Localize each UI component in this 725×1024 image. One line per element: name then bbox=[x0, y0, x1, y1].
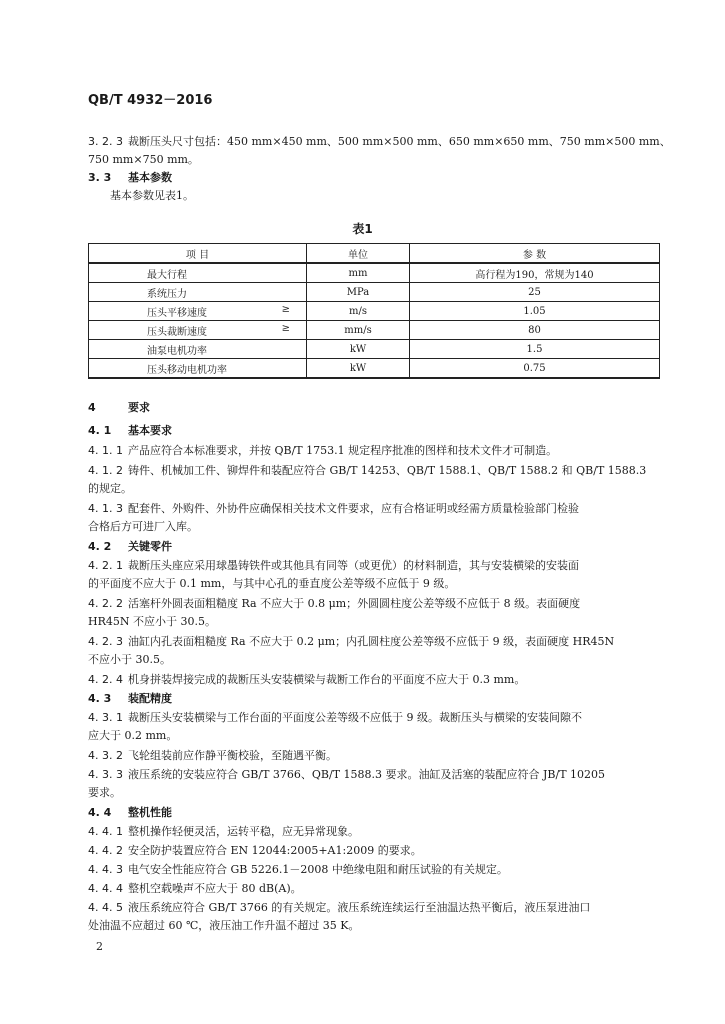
table-row bbox=[89, 263, 660, 283]
table-row bbox=[89, 283, 660, 302]
header-item: 项 目 bbox=[89, 244, 307, 264]
clause-text: 安全防护装置应符合 EN 12044:2005+A1:2009 的要求。 bbox=[128, 844, 422, 857]
clause-4-2-2 bbox=[88, 597, 660, 611]
section-4-heading bbox=[88, 401, 660, 415]
clause-number: 4. 4. 2 bbox=[88, 844, 123, 857]
clause-text: 产品应符合本标准要求，并按 QB/T 1753.1 规定程序批准的图样和技术文件才可制造。 bbox=[128, 444, 558, 457]
clause-3-2-3-continued: 750 mm×750 mm。 bbox=[88, 153, 199, 166]
section-number: 4. 4 bbox=[88, 806, 112, 819]
clause-4-4-3 bbox=[88, 863, 660, 877]
clause-4-4-2 bbox=[88, 844, 660, 858]
row-unit: MPa bbox=[307, 283, 410, 302]
section-4-2-heading bbox=[88, 540, 660, 554]
clause-text: 裁断压头座应采用球墨铸铁件或其他具有同等（或更优）的材料制造，其与安装横梁的安装面 bbox=[128, 559, 579, 572]
clause-text: 油缸内孔表面粗糙度 Ra 不应大于 0.2 μm；内孔圆柱度公差等级不应低于 9 级，表面硬度 HR45N bbox=[128, 635, 615, 648]
clause-text: 电气安全性能应符合 GB 5226.1－2008 中绝缘电阻和耐压试验的有关规定。 bbox=[128, 863, 508, 876]
row-item: 最大行程 bbox=[147, 269, 187, 281]
table-row bbox=[89, 321, 660, 340]
clause-number: 4. 2. 1 bbox=[88, 559, 123, 572]
clause-number: 4. 3. 3 bbox=[88, 768, 123, 781]
clause-3-2-3 bbox=[88, 135, 671, 149]
clause-number: 4. 1. 1 bbox=[88, 444, 123, 457]
clause-4-1-2 bbox=[88, 464, 660, 478]
row-value: 高行程为190，常规为140 bbox=[410, 263, 660, 283]
clause-number: 4. 4. 4 bbox=[88, 882, 123, 895]
clause-4-3-3 bbox=[88, 768, 660, 782]
section-number: 3. 3 bbox=[88, 171, 112, 184]
section-3-3-text: 基本参数见表1。 bbox=[110, 189, 194, 202]
section-4-4-heading bbox=[88, 806, 660, 820]
row-mark: ≥ bbox=[281, 303, 290, 315]
clause-text: 液压系统的安装应符合 GB/T 3766、QB/T 1588.3 要求。油缸及活塞的装配应符合 JB/T 10205 bbox=[128, 768, 606, 781]
row-item: 油泵电机功率 bbox=[147, 345, 207, 357]
row-item: 压头平移速度 bbox=[147, 307, 207, 319]
row-unit: kW bbox=[307, 340, 410, 359]
section-3-3-heading bbox=[88, 171, 660, 185]
clause-text: 配套件、外购件、外协件应确保相关技术文件要求，应有合格证明或经需方质量检验部门检验 bbox=[128, 502, 579, 515]
clause-4-2-1-continued: 的平面度不应大于 0.1 mm，与其中心孔的垂直度公差等级不应低于 9 级。 bbox=[88, 577, 456, 590]
clause-number: 4. 1. 3 bbox=[88, 502, 123, 515]
clause-text: 裁断压头尺寸包括：450 mm×450 mm、500 mm×500 mm、650 mm×650 mm、750 mm×500 mm、 bbox=[128, 135, 671, 148]
clause-text: 整机操作轻便灵活，运转平稳，应无异常现象。 bbox=[128, 825, 359, 838]
clause-4-4-5-continued: 处油温不应超过 60 ℃，液压油工作升温不超过 35 K。 bbox=[88, 919, 360, 932]
row-unit: m/s bbox=[307, 302, 410, 321]
section-number: 4. 3 bbox=[88, 692, 112, 705]
section-title: 整机性能 bbox=[128, 806, 172, 819]
clause-number: 4. 3. 1 bbox=[88, 711, 123, 724]
clause-4-2-2-continued: HR45N 不应小于 30.5。 bbox=[88, 615, 216, 628]
clause-text: 飞轮组装前应作静平衡校验，至随遇平衡。 bbox=[128, 749, 337, 762]
section-number: 4. 1 bbox=[88, 424, 112, 437]
section-title: 关键零件 bbox=[128, 540, 172, 553]
table-header-row bbox=[89, 244, 660, 264]
clause-4-1-3 bbox=[88, 502, 660, 516]
header-unit: 单位 bbox=[307, 244, 410, 264]
table-row bbox=[89, 340, 660, 359]
clause-number: 4. 4. 3 bbox=[88, 863, 123, 876]
clause-4-4-4 bbox=[88, 882, 660, 896]
clause-4-2-4 bbox=[88, 673, 660, 687]
table-title: 表1 bbox=[352, 222, 373, 236]
section-title: 要求 bbox=[128, 401, 150, 414]
clause-text: 铸件、机械加工件、铆焊件和装配应符合 GB/T 14253、QB/T 1588.1、QB/T 1588.2 和 QB/T 1588.3 bbox=[128, 464, 647, 477]
section-number: 4. 2 bbox=[88, 540, 112, 553]
clause-4-3-2 bbox=[88, 749, 660, 763]
section-4-1-heading bbox=[88, 424, 660, 438]
row-value: 0.75 bbox=[410, 359, 660, 379]
parameters-table bbox=[88, 243, 660, 379]
row-mark: ≥ bbox=[281, 322, 290, 334]
page-number: 2 bbox=[96, 940, 103, 953]
table-row bbox=[89, 302, 660, 321]
row-value: 1.5 bbox=[410, 340, 660, 359]
section-title: 基本要求 bbox=[128, 424, 172, 437]
row-value: 80 bbox=[410, 321, 660, 340]
table-row bbox=[89, 359, 660, 379]
clause-4-4-1 bbox=[88, 825, 660, 839]
clause-4-2-3 bbox=[88, 635, 660, 649]
header-value: 参 数 bbox=[410, 244, 660, 264]
clause-4-4-5 bbox=[88, 901, 660, 915]
row-value: 1.05 bbox=[410, 302, 660, 321]
clause-number: 4. 2. 3 bbox=[88, 635, 123, 648]
clause-text: 活塞杆外圆表面粗糙度 Ra 不应大于 0.8 μm；外圆圆柱度公差等级不应低于 8 级。表面硬度 bbox=[128, 597, 581, 610]
clause-4-2-3-continued: 不应小于 30.5。 bbox=[88, 653, 171, 666]
clause-number: 4. 3. 2 bbox=[88, 749, 123, 762]
row-unit: mm/s bbox=[307, 321, 410, 340]
row-item: 压头裁断速度 bbox=[147, 326, 207, 338]
clause-text: 机身拼装焊接完成的裁断压头安装横梁与裁断工作台的平面度不应大于 0.3 mm。 bbox=[128, 673, 526, 686]
clause-text: 整机空载噪声不应大于 80 dB(A)。 bbox=[128, 882, 302, 895]
clause-number: 4. 4. 1 bbox=[88, 825, 123, 838]
row-unit: kW bbox=[307, 359, 410, 379]
clause-number: 3. 2. 3 bbox=[88, 135, 123, 148]
row-item: 系统压力 bbox=[147, 288, 187, 300]
clause-number: 4. 1. 2 bbox=[88, 464, 123, 477]
section-4-3-heading bbox=[88, 692, 660, 706]
clause-4-3-3-continued: 要求。 bbox=[88, 786, 121, 799]
row-unit: mm bbox=[307, 263, 410, 283]
section-title: 装配精度 bbox=[128, 692, 172, 705]
clause-text: 裁断压头安装横梁与工作台面的平面度公差等级不应低于 9 级。裁断压头与横梁的安装间隙不 bbox=[128, 711, 582, 724]
section-title: 基本参数 bbox=[128, 171, 172, 184]
clause-number: 4. 2. 4 bbox=[88, 673, 123, 686]
clause-text: 液压系统应符合 GB/T 3766 的有关规定。液压系统连续运行至油温达热平衡后，液压泵进油口 bbox=[128, 901, 591, 914]
clause-4-1-1 bbox=[88, 444, 660, 458]
row-item: 压头移动电机功率 bbox=[147, 364, 227, 376]
clause-4-1-2-continued: 的规定。 bbox=[88, 482, 132, 495]
clause-4-1-3-continued: 合格后方可进厂入库。 bbox=[88, 520, 198, 533]
clause-number: 4. 2. 2 bbox=[88, 597, 123, 610]
clause-4-3-1 bbox=[88, 711, 660, 725]
standard-code-header: QB/T 4932－2016 bbox=[88, 93, 213, 108]
clause-4-2-1 bbox=[88, 559, 660, 573]
clause-4-3-1-continued: 应大于 0.2 mm。 bbox=[88, 729, 178, 742]
row-value: 25 bbox=[410, 283, 660, 302]
clause-number: 4. 4. 5 bbox=[88, 901, 123, 914]
section-number: 4 bbox=[88, 401, 96, 414]
